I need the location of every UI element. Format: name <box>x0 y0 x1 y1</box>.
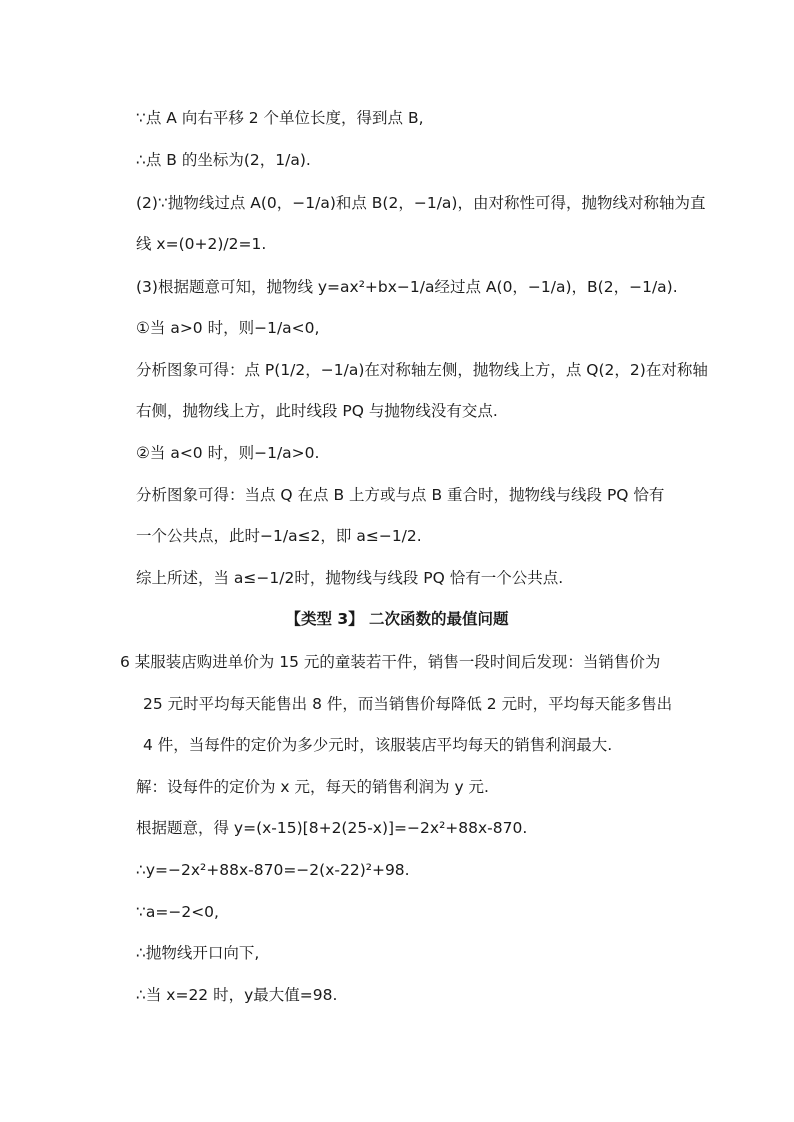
solution-line <box>136 818 527 840</box>
solution-text: 根据题意，得 y=(x-15)[8+2(25-x)]=−2x²+88x-870. <box>136 819 528 837</box>
problem-text: 6 某服装店购进单价为 15 元的童装若干件，销售一段时间后发现：当销售价为 <box>120 653 661 671</box>
line-text: (3)根据题意可知，抛物线 y=ax²+bx−1/a经过点 A(0，−1/a)，B(2，−1/a). <box>136 278 678 296</box>
solution-line <box>136 902 219 924</box>
text-line <box>136 401 498 423</box>
text-line <box>136 318 319 340</box>
line-text: ∵点 A 向右平移 2 个单位长度，得到点 B, <box>136 109 424 127</box>
text-line <box>136 108 424 130</box>
solution-text: ∴当 x=22 时，y最大值=98. <box>136 986 338 1004</box>
problem-line <box>143 735 612 757</box>
line-text: 分析图象可得：当点 Q 在点 B 上方或与点 B 重合时，抛物线与线段 PQ 恰有 <box>136 486 665 504</box>
text-line <box>136 150 311 172</box>
solution-text: ∵a=−2<0, <box>136 903 219 921</box>
text-line <box>136 360 708 382</box>
problem-text: 25 元时平均每天能售出 8 件，而当销售价每降低 2 元时，平均每天能多售出 <box>143 695 673 713</box>
section-heading <box>0 609 794 629</box>
solution-line <box>136 860 410 882</box>
line-text: 综上所述，当 a≤−1/2时，抛物线与线段 PQ 恰有一个公共点. <box>136 569 564 587</box>
solution-text: ∴y=−2x²+88x-870=−2(x-22)²+98. <box>136 861 410 879</box>
line-text: 一个公共点，此时−1/a≤2，即 a≤−1/2. <box>136 527 422 545</box>
line-text: 分析图象可得：点 P(1/2，−1/a)在对称轴左侧，抛物线上方，点 Q(2，2)在对称轴 <box>136 361 708 379</box>
text-line <box>136 193 705 215</box>
line-text: ∴点 B 的坐标为(2，1/a). <box>136 151 311 169</box>
line-text: ②当 a<0 时，则−1/a>0. <box>136 444 320 462</box>
solution-line <box>136 985 337 1007</box>
text-line <box>136 234 266 256</box>
text-line <box>136 277 678 299</box>
text-line <box>136 443 319 465</box>
problem-text: 4 件，当每件的定价为多少元时，该服装店平均每天的销售利润最大. <box>143 736 613 754</box>
section-heading-text: 【类型 3】 二次函数的最值问题 <box>285 610 509 628</box>
solution-text: 解：设每件的定价为 x 元，每天的销售利润为 y 元. <box>136 778 489 796</box>
solution-text: ∴抛物线开口向下, <box>136 944 260 962</box>
line-text: 右侧，抛物线上方，此时线段 PQ 与抛物线没有交点. <box>136 402 498 420</box>
line-text: 线 x=(0+2)/2=1. <box>136 235 267 253</box>
text-line <box>136 485 664 507</box>
solution-line <box>136 943 259 965</box>
solution-line <box>136 777 489 799</box>
problem-line <box>143 694 672 716</box>
text-line <box>136 526 422 548</box>
text-line <box>136 568 563 590</box>
line-text: ①当 a>0 时，则−1/a<0, <box>136 319 320 337</box>
problem-line <box>120 652 660 674</box>
line-text: (2)∵抛物线过点 A(0，−1/a)和点 B(2，−1/a)，由对称性可得，抛物线对称轴为直 <box>136 194 706 212</box>
